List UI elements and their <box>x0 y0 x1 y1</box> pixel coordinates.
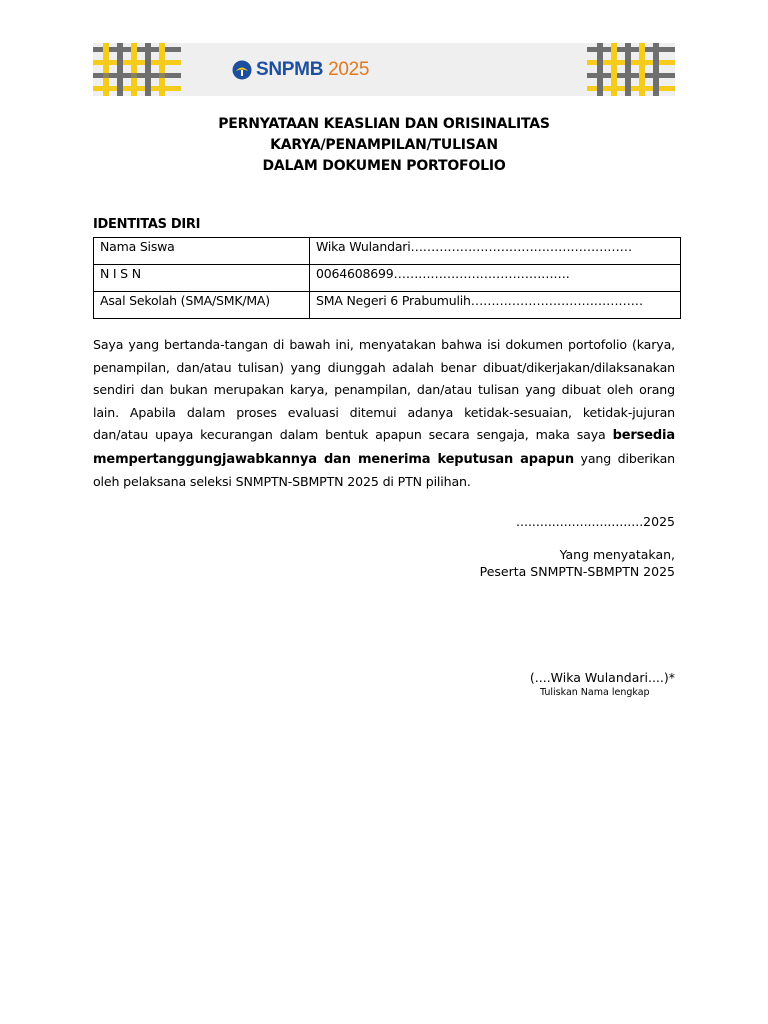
document-title <box>93 114 675 177</box>
signer-name-note: Tuliskan Nama lengkap <box>540 687 650 698</box>
identity-section-label: IDENTITAS DIRI <box>93 217 201 232</box>
statement-paragraph <box>93 334 675 494</box>
declarant-label: Yang menyatakan, <box>559 547 675 562</box>
signature-block <box>480 546 675 580</box>
title-line-2: KARYA/PENAMPILAN/TULISAN <box>270 137 498 153</box>
signer-name: (....Wika Wulandari....)* <box>529 670 675 685</box>
title-line-3: DALAM DOKUMEN PORTOFOLIO <box>262 158 506 174</box>
woven-pattern-right <box>587 43 675 96</box>
title-line-1: PERNYATAAN KEASLIAN DAN ORISINALITAS <box>218 116 550 132</box>
woven-pattern-left <box>93 43 181 96</box>
school-label: Asal Sekolah (SMA/SMK/MA) <box>94 292 310 319</box>
nisn-value: 0064608699……………………………………. <box>310 265 681 292</box>
logo-wordmark: SNPMB 2025 <box>256 59 370 80</box>
tut-wuri-emblem-icon <box>232 60 252 80</box>
document-header-banner <box>93 43 675 96</box>
statement-part-2: yang diberikan oleh pelaksana seleksi SNMPTN-SBMPTN 2025 di PTN pilihan. <box>93 450 675 489</box>
statement-bold-commitment: bersedia mempertanggungjawabkannya dan menerima keputusan apapun <box>93 428 675 467</box>
nisn-label: N I S N <box>94 265 310 292</box>
statement-part-1: Saya yang bertanda-tangan di bawah ini, menyatakan bahwa isi dokumen portofolio (karya, penampilan, dan/atau tulisan) yang diunggah adalah benar dibuat/dikerjakan/dilaksanakan sendiri dan bukan merupakan karya, penampilan, dan/atau tulisan yang dibuat oleh orang lain. Apabila dalam proses evaluasi ditemui adanya ketidak-sesuaian, ketidak-jujuran dan/atau upaya kecurangan dalam bentuk apapun secara sengaja, maka saya <box>93 337 675 442</box>
table-row <box>94 292 681 319</box>
table-row <box>94 238 681 265</box>
table-row <box>94 265 681 292</box>
student-name-value: Wika Wulandari……………………………………………… <box>310 238 681 265</box>
identity-table <box>93 237 681 319</box>
student-name-label: Nama Siswa <box>94 238 310 265</box>
school-value: SMA Negeri 6 Prabumulih…………………………………… <box>310 292 681 319</box>
participant-label: Peserta SNMPTN-SBMPTN 2025 <box>479 564 675 579</box>
snpmb-logo <box>232 57 369 83</box>
signature-date: ................................2025 <box>516 514 675 529</box>
